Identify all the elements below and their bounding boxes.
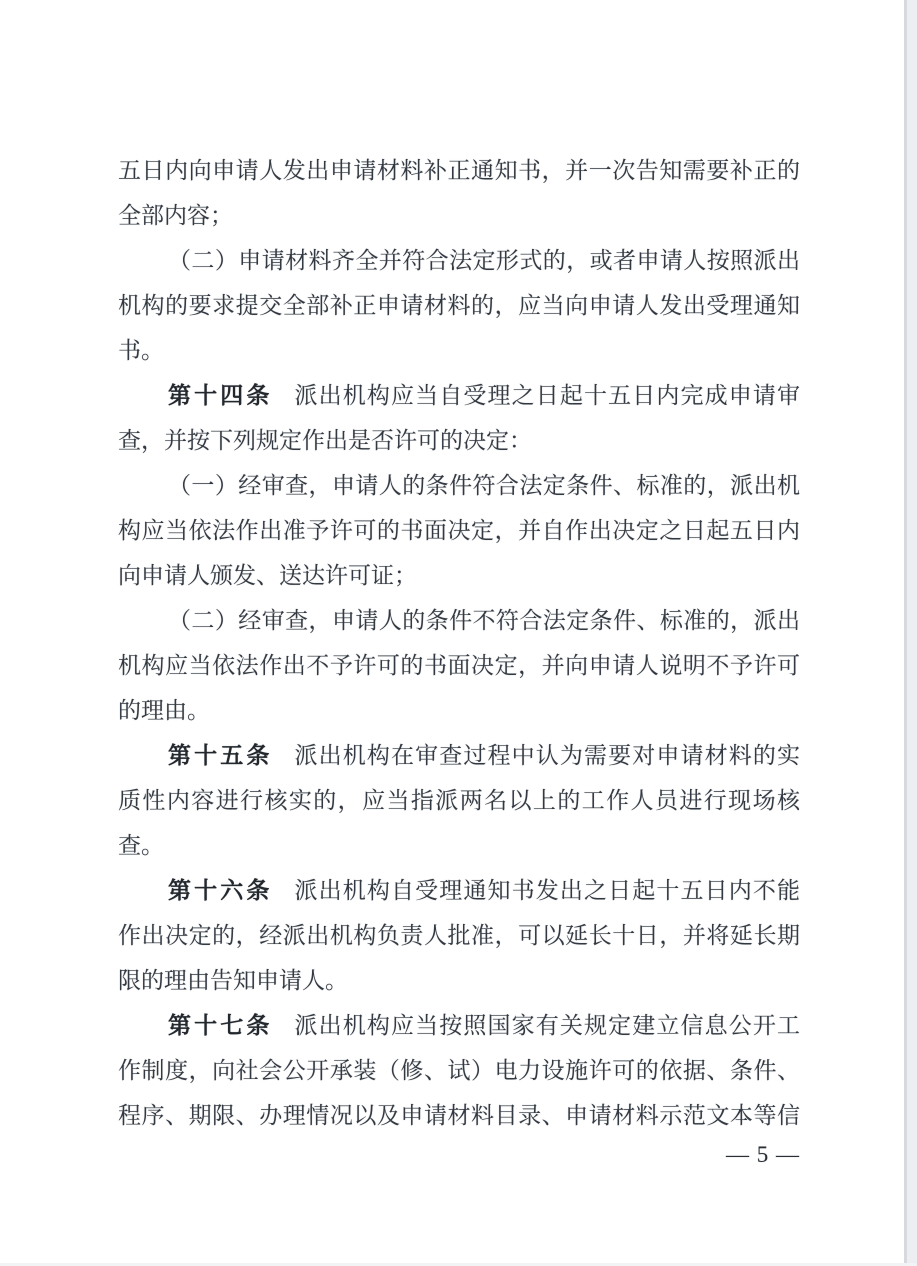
text-line bbox=[118, 598, 800, 643]
text-line bbox=[118, 553, 800, 598]
text-line bbox=[118, 418, 800, 463]
line-text: 书。 bbox=[118, 338, 164, 363]
line-text: 查，并按下列规定作出是否许可的决定： bbox=[118, 428, 532, 453]
text-line bbox=[118, 688, 800, 733]
text-line bbox=[118, 643, 800, 688]
text-line bbox=[118, 283, 800, 328]
article-number: 第十五条 bbox=[168, 743, 273, 768]
line-text: （二）申请材料齐全并符合法定形式的，或者申请人按照派出 bbox=[168, 248, 800, 273]
document-body bbox=[118, 148, 800, 1138]
text-line bbox=[118, 463, 800, 508]
line-text: 全部内容； bbox=[118, 203, 233, 228]
text-line bbox=[118, 823, 800, 868]
line-text: 查。 bbox=[118, 833, 164, 858]
line-text: 向申请人颁发、送达许可证； bbox=[118, 563, 417, 588]
text-line bbox=[118, 1093, 800, 1138]
text-line bbox=[118, 1048, 800, 1093]
line-text: 派出机构应当自受理之日起十五日内完成申请审 bbox=[294, 383, 800, 408]
text-line bbox=[118, 328, 800, 373]
line-text: 机构应当依法作出不予许可的书面决定，并向申请人说明不予许可 bbox=[118, 653, 800, 678]
line-text: 质性内容进行核实的，应当指派两名以上的工作人员进行现场核 bbox=[118, 788, 800, 813]
line-text: （一）经审查，申请人的条件符合法定条件、标准的，派出机 bbox=[168, 473, 800, 498]
scan-edge-right bbox=[904, 0, 917, 1266]
line-text: 程序、期限、办理情况以及申请材料目录、申请材料示范文本等信 bbox=[118, 1103, 800, 1128]
line-text: 派出机构应当按照国家有关规定建立信息公开工 bbox=[294, 1013, 800, 1038]
line-text: 作制度，向社会公开承装（修、试）电力设施许可的依据、条件、 bbox=[118, 1058, 800, 1083]
line-text: 五日内向申请人发出申请材料补正通知书，并一次告知需要补正的 bbox=[118, 158, 800, 183]
line-text: 机构的要求提交全部补正申请材料的，应当向申请人发出受理通知 bbox=[118, 293, 800, 318]
text-line bbox=[118, 148, 800, 193]
text-line bbox=[118, 913, 800, 958]
line-text: 作出决定的，经派出机构负责人批准，可以延长十日，并将延长期 bbox=[118, 923, 800, 948]
text-line bbox=[118, 508, 800, 553]
text-line bbox=[118, 733, 800, 778]
text-line bbox=[118, 238, 800, 283]
line-text: 派出机构在审查过程中认为需要对申请材料的实 bbox=[294, 743, 800, 768]
line-text: 的理由。 bbox=[118, 698, 210, 723]
text-line bbox=[118, 1003, 800, 1048]
text-line bbox=[118, 778, 800, 823]
text-line bbox=[118, 373, 800, 418]
line-text: （二）经审查，申请人的条件不符合法定条件、标准的，派出 bbox=[168, 608, 800, 633]
article-number: 第十七条 bbox=[168, 1013, 273, 1038]
line-text: 构应当依法作出准予许可的书面决定，并自作出决定之日起五日内 bbox=[118, 518, 800, 543]
article-number: 第十四条 bbox=[168, 383, 273, 408]
line-text: 限的理由告知申请人。 bbox=[118, 968, 348, 993]
page-number: — 5 — bbox=[726, 1142, 800, 1167]
text-line bbox=[118, 958, 800, 1003]
text-line bbox=[118, 868, 800, 913]
article-number: 第十六条 bbox=[168, 878, 273, 903]
line-text: 派出机构自受理通知书发出之日起十五日内不能 bbox=[294, 878, 800, 903]
text-line bbox=[118, 193, 800, 238]
